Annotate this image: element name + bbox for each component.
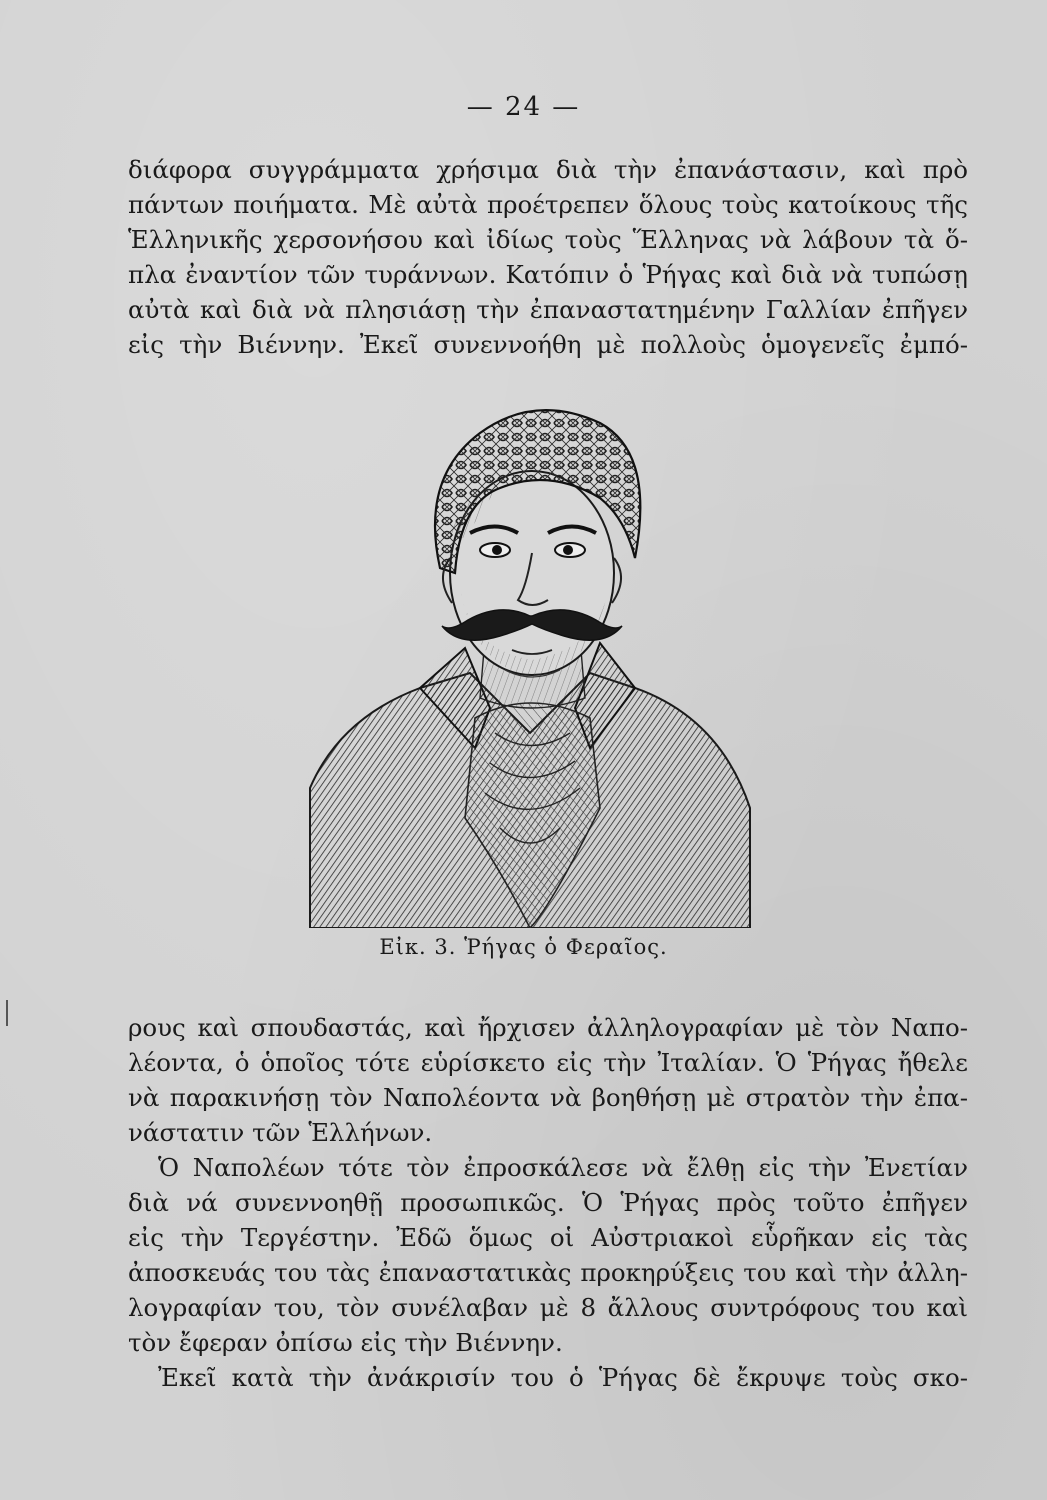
text-line: νὰ παρακινήσῃ τὸν Ναπολέοντα νὰ βοηθήσῃ μὲ στρατὸν τὴν ἐπα- (128, 1083, 968, 1112)
text-line: Ἐκεῖ κατὰ τὴν ἀνάκρισίν του ὁ Ῥήγας δὲ ἔκρυψε τοὺς σκο- (158, 1363, 968, 1392)
text-line: Ὁ Ναπολέων τότε τὸν ἐπροσκάλεσε νὰ ἔλθῃ εἰς τὴν Ἐνετίαν (158, 1153, 968, 1182)
text-line: νάστατιν τῶν Ἑλλήνων. (128, 1118, 433, 1147)
bottom-text (128, 1010, 968, 1395)
text-line: πλα ἐναντίον τῶν τυράννων. Κατόπιν ὁ Ῥήγας καὶ διὰ νὰ τυπώσῃ (128, 260, 968, 289)
figure-caption: Εἰκ. 3. Ῥήγας ὁ Φεραῖος. (379, 935, 668, 959)
text-line: ἀποσκευάς του τὰς ἐπαναστατικὰς προκηρύξεις του καὶ τὴν ἀλλη- (128, 1258, 968, 1287)
text-line: τὸν ἔφεραν ὀπίσω εἰς τὴν Βιέννην. (128, 1328, 563, 1357)
text-line: διάφορα συγγράμματα χρήσιμα διὰ τὴν ἐπανάστασιν, καὶ πρὸ (128, 155, 968, 184)
text-line: Ἑλληνικῆς χερσονήσου καὶ ἰδίως τοὺς Ἕλληνας νὰ λάβουν τὰ ὅ- (128, 225, 968, 254)
text-line: εἰς τὴν Τεργέστην. Ἐδῶ ὅμως οἱ Αὐστριακοὶ εὗρῆκαν εἰς τὰς (128, 1223, 968, 1252)
text-line: αὐτὰ καὶ διὰ νὰ πλησιάσῃ τὴν ἐπαναστατημένην Γαλλίαν ἐπῆγεν (128, 295, 968, 324)
text-line: διὰ νά συνεννοηθῇ προσωπικῶς. Ὁ Ῥήγας πρὸς τοῦτο ἐπῆγεν (128, 1188, 968, 1217)
binding-mark (6, 1000, 8, 1026)
portrait-engraving (300, 388, 760, 928)
text-line: ρους καὶ σπουδαστάς, καὶ ἤρχισεν ἀλληλογραφίαν μὲ τὸν Ναπο- (128, 1013, 968, 1042)
text-line: λογραφίαν του, τὸν συνέλαβαν μὲ 8 ἄλλους συντρόφους του καὶ (128, 1293, 968, 1322)
text-line: εἰς τὴν Βιέννην. Ἐκεῖ συνεννοήθη μὲ πολλοὺς ὁμογενεῖς ἐμπό- (128, 330, 968, 359)
text-line: πάντων ποιήματα. Μὲ αὐτὰ προέτρεπεν ὅλους τοὺς κατοίκους τῆς (128, 190, 968, 219)
page-number: — 24 — (466, 92, 581, 122)
text-line: λέοντα, ὁ ὁποῖος τότε εὑρίσκετο εἰς τὴν Ἰταλίαν. Ὁ Ῥήγας ἤθελε (128, 1048, 968, 1077)
top-paragraph (128, 152, 968, 362)
